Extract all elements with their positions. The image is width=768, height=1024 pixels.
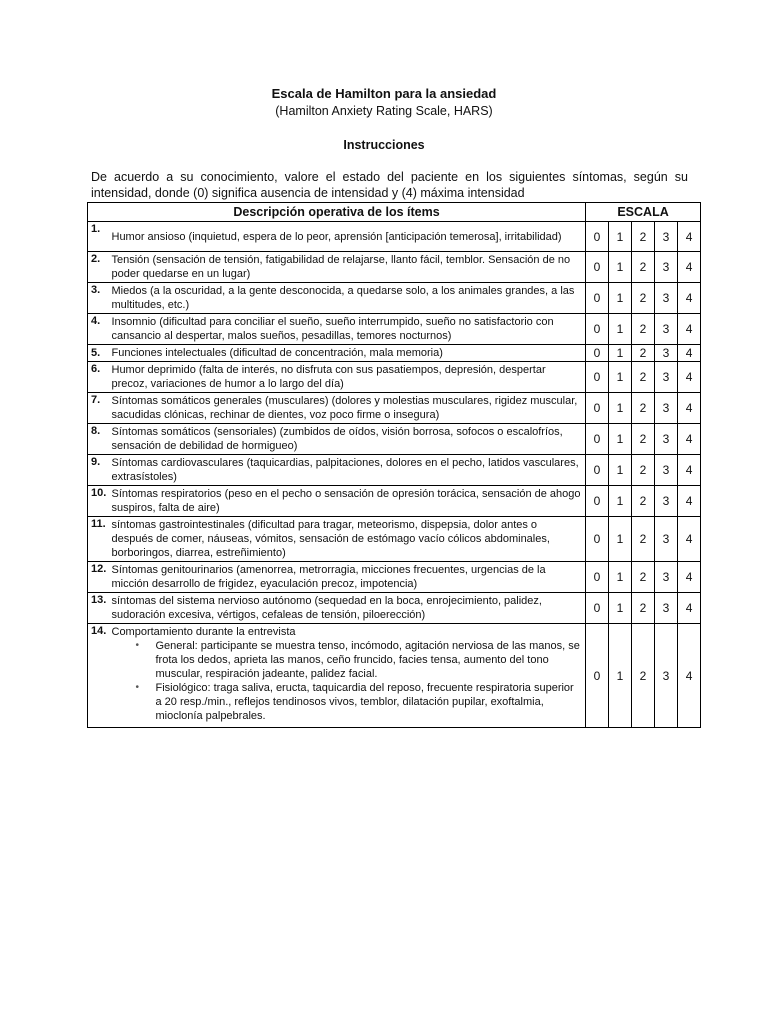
item-description: Humor deprimido (falta de interés, no disfruta con sus pasatiempos, depresión, despertar precoz, variaciones de humor a lo largo del día) bbox=[110, 362, 586, 393]
item-number: 12. bbox=[88, 562, 110, 593]
score-option[interactable]: 2 bbox=[632, 593, 655, 624]
score-option[interactable]: 2 bbox=[632, 345, 655, 362]
score-option[interactable]: 3 bbox=[655, 624, 678, 728]
score-option[interactable]: 4 bbox=[678, 393, 701, 424]
score-option[interactable]: 3 bbox=[655, 283, 678, 314]
bullet-item: • General: participante se muestra tenso, incómodo, agitación nerviosa de las manos, se frota los dedos, aprieta las manos, ceño fruncido, facies tensa, aumento del tono muscular, respiración jadeante, palidez facial. bbox=[156, 639, 582, 681]
item-description-text: Comportamiento durante la entrevista bbox=[111, 626, 296, 638]
item-number: 9. bbox=[88, 455, 110, 486]
score-option[interactable]: 2 bbox=[632, 455, 655, 486]
score-option[interactable]: 1 bbox=[609, 252, 632, 283]
score-option[interactable]: 0 bbox=[586, 314, 609, 345]
score-option[interactable]: 1 bbox=[609, 362, 632, 393]
score-option[interactable]: 1 bbox=[609, 455, 632, 486]
score-option[interactable]: 3 bbox=[655, 314, 678, 345]
score-option[interactable]: 4 bbox=[678, 424, 701, 455]
bullet-list bbox=[112, 639, 582, 723]
item-description: Humor ansioso (inquietud, espera de lo peor, aprensión [anticipación temerosa], irritabilidad) bbox=[110, 222, 586, 252]
table-body bbox=[88, 222, 701, 728]
score-option[interactable]: 4 bbox=[678, 624, 701, 728]
score-option[interactable]: 3 bbox=[655, 222, 678, 252]
score-option[interactable]: 3 bbox=[655, 486, 678, 517]
score-option[interactable]: 4 bbox=[678, 314, 701, 345]
item-description: Tensión (sensación de tensión, fatigabilidad de relajarse, llanto fácil, temblor. Sensación de no poder quedarse en un lugar) bbox=[110, 252, 586, 283]
score-option[interactable]: 0 bbox=[586, 562, 609, 593]
table-row bbox=[88, 486, 701, 517]
table-row bbox=[88, 314, 701, 345]
score-option[interactable]: 2 bbox=[632, 283, 655, 314]
score-option[interactable]: 3 bbox=[655, 362, 678, 393]
score-option[interactable]: 2 bbox=[632, 252, 655, 283]
table-row bbox=[88, 362, 701, 393]
score-option[interactable]: 2 bbox=[632, 314, 655, 345]
score-option[interactable]: 1 bbox=[609, 624, 632, 728]
table-row bbox=[88, 424, 701, 455]
score-option[interactable]: 0 bbox=[586, 222, 609, 252]
item-description: síntomas del sistema nervioso autónomo (sequedad en la boca, enrojecimiento, palidez, sudoración excesiva, vértigos, cefaleas de tensión, piloerección) bbox=[110, 593, 586, 624]
score-option[interactable]: 4 bbox=[678, 486, 701, 517]
score-option[interactable]: 1 bbox=[609, 562, 632, 593]
score-option[interactable]: 1 bbox=[609, 424, 632, 455]
score-option[interactable]: 0 bbox=[586, 362, 609, 393]
score-option[interactable]: 2 bbox=[632, 362, 655, 393]
score-option[interactable]: 0 bbox=[586, 345, 609, 362]
table-header-row bbox=[88, 203, 701, 222]
score-option[interactable]: 1 bbox=[609, 283, 632, 314]
item-number: 2. bbox=[88, 252, 110, 283]
table-row bbox=[88, 624, 701, 728]
hamilton-scale-table bbox=[87, 202, 701, 728]
score-option[interactable]: 4 bbox=[678, 222, 701, 252]
score-option[interactable]: 3 bbox=[655, 455, 678, 486]
item-number: 13. bbox=[88, 593, 110, 624]
item-description: síntomas gastrointestinales (dificultad para tragar, meteorismo, dispepsia, dolor antes o después de comer, náuseas, vómitos, sensación de estómago vacío cólicos abdominales, borboringos, diarrea, estreñimiento) bbox=[110, 517, 586, 562]
score-option[interactable]: 4 bbox=[678, 252, 701, 283]
table-row bbox=[88, 222, 701, 252]
score-option[interactable]: 3 bbox=[655, 593, 678, 624]
score-option[interactable]: 0 bbox=[586, 517, 609, 562]
table-row bbox=[88, 517, 701, 562]
table-row bbox=[88, 562, 701, 593]
item-number: 4. bbox=[88, 314, 110, 345]
score-option[interactable]: 3 bbox=[655, 424, 678, 455]
score-option[interactable]: 4 bbox=[678, 345, 701, 362]
score-option[interactable]: 4 bbox=[678, 455, 701, 486]
score-option[interactable]: 4 bbox=[678, 562, 701, 593]
document-title: Escala de Hamilton para la ansiedad bbox=[271, 86, 497, 101]
score-option[interactable]: 4 bbox=[678, 517, 701, 562]
table-row bbox=[88, 345, 701, 362]
score-option[interactable]: 1 bbox=[609, 517, 632, 562]
score-option[interactable]: 1 bbox=[609, 222, 632, 252]
table-row bbox=[88, 283, 701, 314]
document-subtitle: (Hamilton Anxiety Rating Scale, HARS) bbox=[275, 104, 493, 118]
bullet-item: • Fisiológico: traga saliva, eructa, taquicardia del reposo, frecuente respiratoria superior a 20 resp./min., reflejos tendinosos vivos, temblor, dilatación pupilar, exoftalmia, mioclonía palpebrales. bbox=[156, 681, 582, 723]
item-number: 10. bbox=[88, 486, 110, 517]
instructions-text: De acuerdo a su conocimiento, valore el estado del paciente en los siguientes síntomas, según su intensidad, donde (0) significa ausencia de intensidad y (4) máxima intensidad bbox=[91, 170, 688, 200]
score-option[interactable]: 0 bbox=[586, 283, 609, 314]
score-option[interactable]: 1 bbox=[609, 345, 632, 362]
score-option[interactable]: 0 bbox=[586, 424, 609, 455]
item-description: Síntomas respiratorios (peso en el pecho o sensación de opresión torácica, sensación de ahogo suspiros, falta de aire) bbox=[110, 486, 586, 517]
item-number: 11. bbox=[88, 517, 110, 562]
item-description: Síntomas genitourinarios (amenorrea, metrorragia, micciones frecuentes, urgencias de la micción desarrollo de frigidez, eyaculación precoz, impotencia) bbox=[110, 562, 586, 593]
score-option[interactable]: 2 bbox=[632, 424, 655, 455]
table-row bbox=[88, 593, 701, 624]
score-option[interactable]: 0 bbox=[586, 393, 609, 424]
score-option[interactable]: 4 bbox=[678, 362, 701, 393]
score-option[interactable]: 0 bbox=[586, 455, 609, 486]
score-option[interactable]: 4 bbox=[678, 593, 701, 624]
item-number: 6. bbox=[88, 362, 110, 393]
score-option[interactable]: 2 bbox=[632, 222, 655, 252]
table-row bbox=[88, 252, 701, 283]
item-number: 1. bbox=[88, 222, 110, 252]
score-option[interactable]: 3 bbox=[655, 252, 678, 283]
item-description: Funciones intelectuales (dificultad de concentración, mala memoria) bbox=[110, 345, 586, 362]
score-option[interactable]: 1 bbox=[609, 486, 632, 517]
item-description: Síntomas cardiovasculares (taquicardias, palpitaciones, dolores en el pecho, latidos vasculares, extrasístoles) bbox=[110, 455, 586, 486]
item-description: Miedos (a la oscuridad, a la gente desconocida, a quedarse solo, a los animales grandes, a las multitudes, etc.) bbox=[110, 283, 586, 314]
header-description: Descripción operativa de los ítems bbox=[88, 203, 586, 222]
item-number: 7. bbox=[88, 393, 110, 424]
item-number: 14. bbox=[88, 624, 110, 728]
score-option[interactable]: 2 bbox=[632, 562, 655, 593]
score-option[interactable]: 2 bbox=[632, 624, 655, 728]
score-option[interactable]: 2 bbox=[632, 517, 655, 562]
score-option[interactable]: 3 bbox=[655, 562, 678, 593]
item-number: 8. bbox=[88, 424, 110, 455]
header-scale: ESCALA bbox=[586, 203, 701, 222]
item-description: Síntomas somáticos (sensoriales) (zumbidos de oídos, visión borrosa, sofocos o escalofríos, sensación de debilidad de hormigueo) bbox=[110, 424, 586, 455]
item-number: 3. bbox=[88, 283, 110, 314]
score-option[interactable]: 0 bbox=[586, 486, 609, 517]
score-option[interactable]: 1 bbox=[609, 593, 632, 624]
table-row bbox=[88, 455, 701, 486]
score-option[interactable]: 2 bbox=[632, 393, 655, 424]
score-option[interactable]: 1 bbox=[609, 393, 632, 424]
score-option[interactable]: 3 bbox=[655, 517, 678, 562]
item-description bbox=[110, 624, 586, 728]
item-number: 5. bbox=[88, 345, 110, 362]
score-option[interactable]: 2 bbox=[632, 486, 655, 517]
score-option[interactable]: 0 bbox=[586, 624, 609, 728]
score-option[interactable]: 0 bbox=[586, 252, 609, 283]
score-option[interactable]: 0 bbox=[586, 593, 609, 624]
table-row bbox=[88, 393, 701, 424]
score-option[interactable]: 3 bbox=[655, 393, 678, 424]
score-option[interactable]: 1 bbox=[609, 314, 632, 345]
score-option[interactable]: 3 bbox=[655, 345, 678, 362]
item-description: Síntomas somáticos generales (musculares) (dolores y molestias musculares, rigidez muscular, sacudidas clónicas, rechinar de dientes, voz poco firme o insegura) bbox=[110, 393, 586, 424]
instructions-heading: Instrucciones bbox=[343, 138, 425, 152]
score-option[interactable]: 4 bbox=[678, 283, 701, 314]
item-description: Insomnio (dificultad para conciliar el sueño, sueño interrumpido, sueño no satisfactorio con cansancio al despertar, malos sueños, pesadillas, temores nocturnos) bbox=[110, 314, 586, 345]
